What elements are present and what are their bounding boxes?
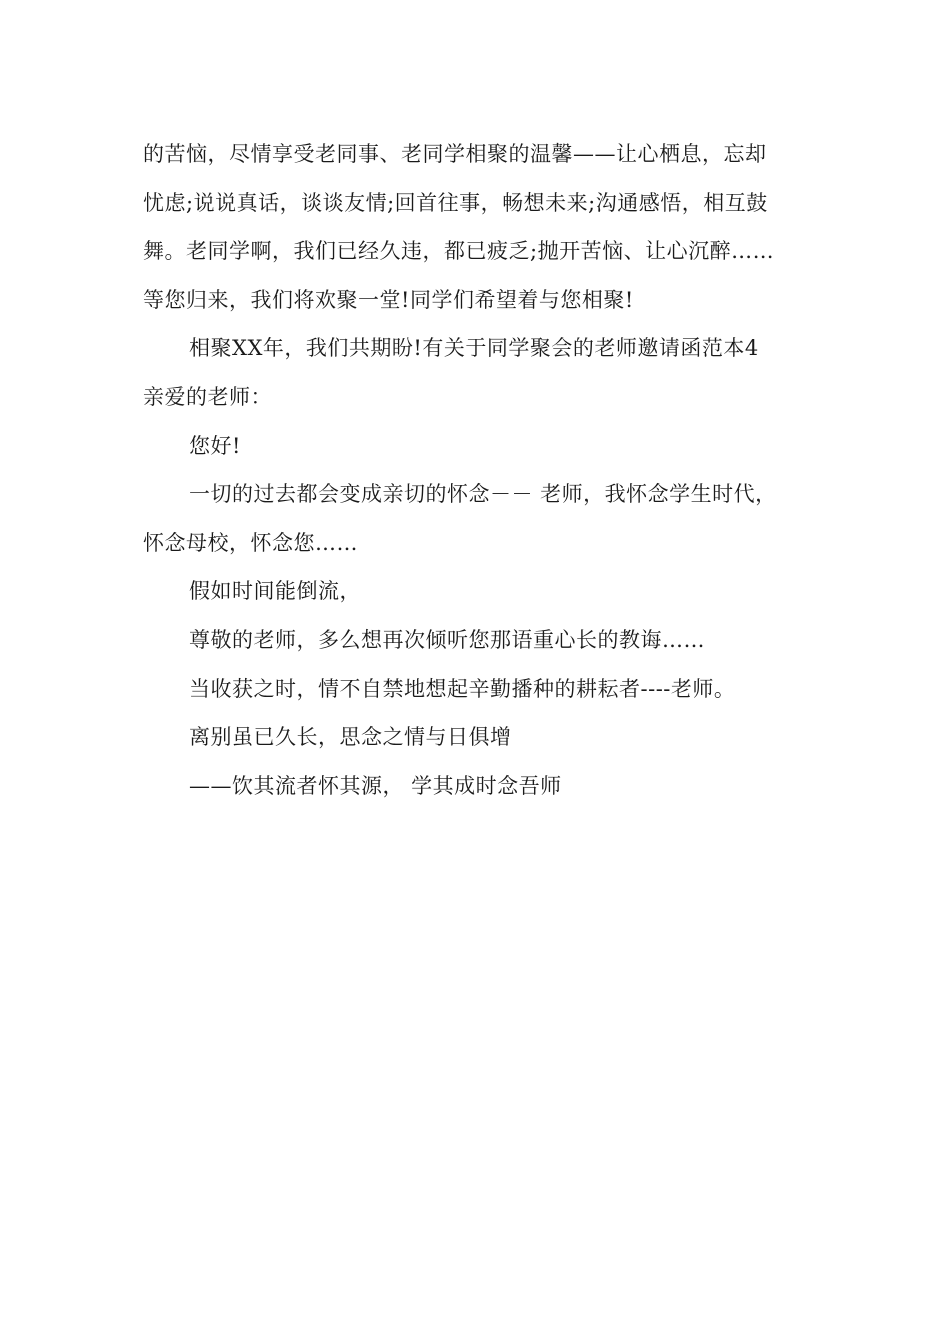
paragraph-line: 的苦恼，尽情享受老同事、老同学相聚的温馨——让心栖息，忘却 bbox=[143, 142, 767, 166]
paragraph-line: 尊敬的老师，多么想再次倾听您那语重心长的教诲…… bbox=[189, 627, 705, 652]
paragraph-line: 等您归来，我们将欢聚一堂!同学们希望着与您相聚! bbox=[143, 287, 634, 312]
paragraph-line: 相聚XX年，我们共期盼!有关于同学聚会的老师邀请函范本4 bbox=[189, 336, 759, 361]
paragraph-line: 离别虽已久长，思念之情与日俱增 bbox=[189, 725, 512, 750]
paragraph-line: 舞。老同学啊，我们已经久违，都已疲乏;抛开苦恼、让心沉醉…… bbox=[143, 239, 775, 264]
salutation: 亲爱的老师： bbox=[143, 384, 272, 409]
greeting: 您好! bbox=[189, 433, 241, 458]
paragraph-line: 怀念母校，怀念您…… bbox=[143, 530, 358, 555]
paragraph-line: 假如时间能倒流， bbox=[189, 579, 361, 604]
quote-line: ——饮其流者怀其源， 学其成时念吾师 bbox=[189, 773, 562, 798]
document-body bbox=[143, 130, 813, 810]
paragraph-line: 当收获之时，情不自禁地想起辛勤播种的耕耘者----老师。 bbox=[189, 676, 736, 701]
paragraph-line: 忧虑;说说真话，谈谈友情;回首往事，畅想未来;沟通感悟，相互鼓 bbox=[143, 190, 768, 215]
paragraph-line: 一切的过去都会变成亲切的怀念－－ 老师，我怀念学生时代， bbox=[189, 482, 777, 507]
